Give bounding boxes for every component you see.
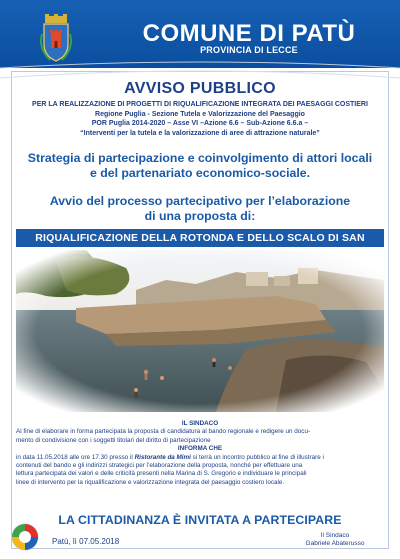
- informa-line-start: in data 11.05.2018 alle ore 17.30 presso il: [16, 453, 135, 461]
- sindaco-text: [16, 428, 384, 445]
- signature-name: Gabriele Abaterusso: [305, 540, 365, 547]
- notice-heading: AVVISO PUBBLICO: [124, 80, 276, 97]
- signature-block: [290, 532, 380, 548]
- province-subtitle: PROVINCIA DI LECCE: [200, 45, 298, 55]
- informa-text-line: linee di intervento per la riqualificazione e valorizzazione integrata del paesaggio costiero locale.: [16, 478, 285, 486]
- strategy-line: e del partenariato economico-sociale.: [89, 166, 311, 180]
- participation-logo-icon: [10, 522, 40, 552]
- informa-text-line: lettura partecipata dei valori e delle criticità presenti nella Marina di S. Gregorio e individuare le principali: [16, 470, 307, 478]
- invitation-headline: LA CITTADINANZA È INVITATA A PARTECIPARE: [58, 513, 342, 527]
- strategy-line: Strategia di partecipazione e coinvolgimento di attori locali: [27, 151, 373, 165]
- issue-date: Patù, lì 07.05.2018: [52, 537, 120, 546]
- process-line: Avvio del processo partecipativo per l’elaborazione: [49, 194, 351, 208]
- strategy-statement: [10, 151, 390, 181]
- project-banner: RIQUALIFICAZIONE DELLA ROTONDA E DELLO SCALO DI SAN: [16, 229, 384, 247]
- informa-text: [16, 454, 384, 488]
- sindaco-text-line: mento di condivisione con i soggetti titolari del diritto di partecipazione: [16, 436, 211, 444]
- municipal-crest-icon: [36, 14, 76, 64]
- intro-line: “Interventi per la tutela e la valorizzazione di aree di attrazione naturale”: [80, 129, 320, 137]
- coastal-photo-illustration: [16, 250, 384, 412]
- informa-heading: INFORMA CHE: [177, 445, 223, 453]
- venue-name: Ristorante da Mimì: [134, 453, 191, 461]
- sindaco-announcement: [16, 420, 384, 487]
- sindaco-heading: IL SINDACO: [181, 420, 219, 427]
- intro-line: Regione Puglia - Sezione Tutela e Valorizzazione del Paesaggio: [95, 110, 305, 118]
- informa-line-end: si terrà un incontro pubblico al fine di illustrare i: [190, 453, 324, 461]
- intro-line: PER LA REALIZZAZIONE DI PROGETTI DI RIQUALIFICAZIONE INTEGRATA DEI PAESAGGI COSTIERI: [32, 101, 368, 108]
- sindaco-text-line: Al fine di elaborare in forma partecipata la proposta di candidatura al bando regionale e redigere un docu-: [16, 428, 311, 436]
- municipality-title: COMUNE DI PATÙ: [142, 20, 356, 47]
- header-band: [0, 0, 400, 68]
- informa-text-line: contenuti del bando e gli indirizzi strategici per l’elaborazione della proposta, nonché per effettuare una: [16, 462, 303, 470]
- informa-text-line: [16, 454, 384, 462]
- signature-role: Il Sindaco: [320, 532, 350, 539]
- notice-intro: [10, 100, 390, 138]
- intro-line: POR Puglia 2014-2020 – Asse VI –Azione 6.6 – Sub-Azione 6.6.a –: [91, 120, 309, 128]
- process-line: di una proposta di:: [144, 209, 256, 223]
- process-statement: [10, 194, 390, 224]
- coastal-photo: [16, 250, 384, 412]
